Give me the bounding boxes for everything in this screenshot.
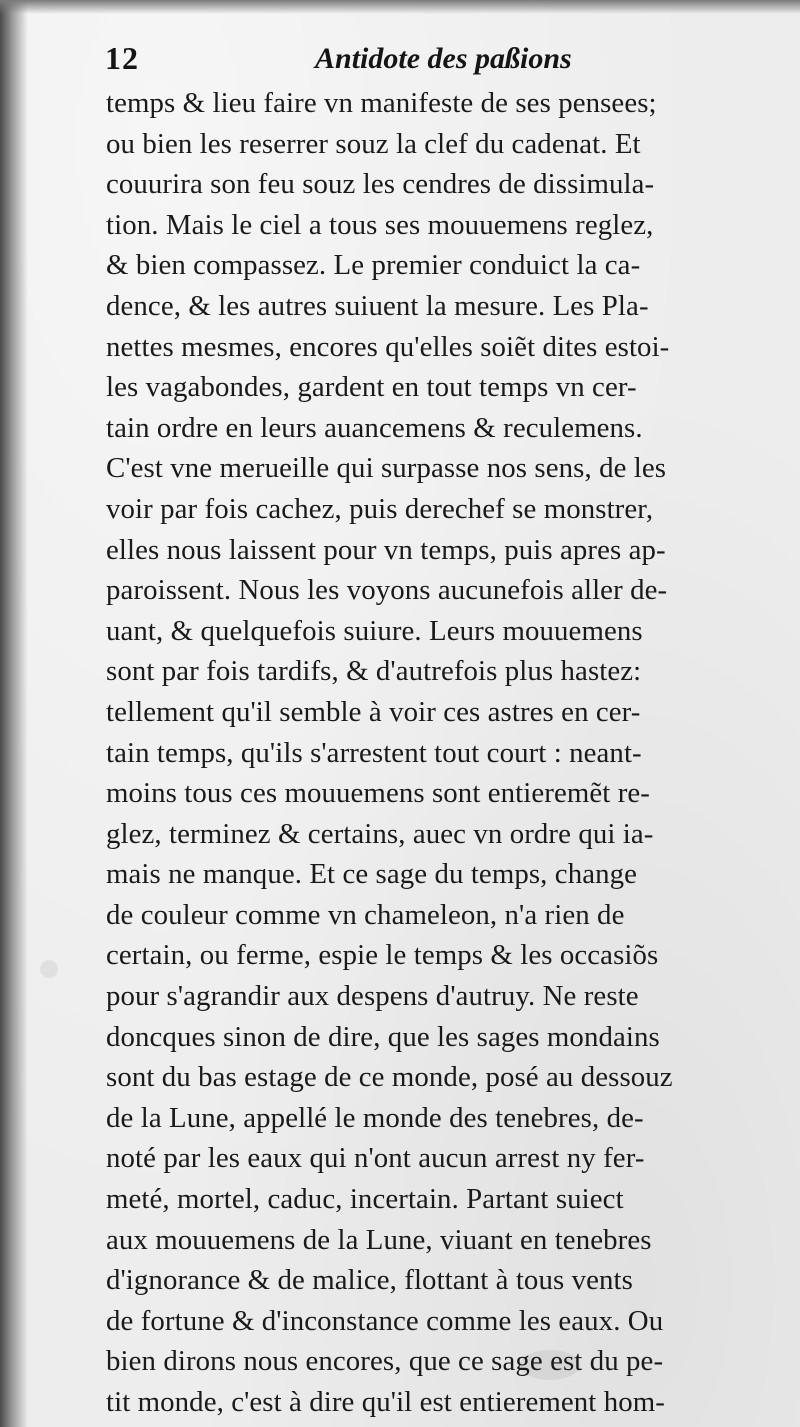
text-line: tain temps, qu'ils s'arrestent tout court : neant- xyxy=(106,736,642,769)
page-number: 12 xyxy=(105,40,139,76)
running-title: Antidote des paßions xyxy=(315,42,572,75)
text-line: nettes mesmes, encores qu'elles soiẽt dites estoi- xyxy=(106,330,670,363)
page-header xyxy=(105,40,765,88)
text-line: noté par les eaux qui n'ont aucun arrest ny fer- xyxy=(106,1142,645,1175)
paper-speck xyxy=(40,960,58,978)
text-line: glez, terminez & certains, auec vn ordre qui ia- xyxy=(106,817,654,850)
text-line: les vagabondes, gardent en tout temps vn cer- xyxy=(106,371,637,404)
text-line: paroissent. Nous les voyons aucunefois aller de- xyxy=(106,574,668,607)
text-line: mais ne manque. Et ce sage du temps, change xyxy=(106,858,638,891)
text-line: ou bien les reserrer souz la clef du cadenat. Et xyxy=(106,127,641,160)
text-line: tit monde, c'est à dire qu'il est entierement hom- xyxy=(106,1386,665,1418)
text-line: elles nous laissent pour vn temps, puis apres ap- xyxy=(106,533,666,566)
text-line: uant, & quelquefois suiure. Leurs mouuemens xyxy=(106,614,643,647)
text-line: de couleur comme vn chameleon, n'a rien de xyxy=(106,898,625,931)
text-line: d'ignorance & de malice, flottant à tous vents xyxy=(106,1264,633,1297)
text-line: meté, mortel, caduc, incertain. Partant suiect xyxy=(106,1183,624,1216)
text-line: bien dirons nous encores, que ce sage est du pe- xyxy=(106,1345,664,1378)
text-line: C'est vne merueille qui surpasse nos sens, de les xyxy=(106,452,667,485)
text-line: & bien compassez. Le premier conduict la ca- xyxy=(106,249,641,282)
page-binding-shadow xyxy=(0,0,28,1427)
text-line: de fortune & d'inconstance comme les eaux. Ou xyxy=(106,1304,664,1337)
text-line: tain ordre en leurs auancemens & reculemens. xyxy=(106,411,643,444)
text-line: tellement qu'il semble à voir ces astres en cer- xyxy=(106,695,641,728)
text-line: certain, ou ferme, espie le temps & les occasiõs xyxy=(106,939,659,972)
text-line: de la Lune, appellé le monde des tenebres, de- xyxy=(106,1101,644,1134)
text-line: tion. Mais le ciel a tous ses mouuemens reglez, xyxy=(106,208,654,241)
text-line: voir par fois cachez, puis derechef se monstrer, xyxy=(106,492,654,525)
text-line: couurira son feu souz les cendres de dissimula- xyxy=(106,168,655,201)
text-line: moins tous ces mouuemens sont entieremẽt re- xyxy=(106,777,650,810)
page-top-shadow xyxy=(0,0,800,14)
text-line: doncques sinon de dire, que les sages mondains xyxy=(106,1020,660,1053)
text-line: sont du bas estage de ce monde, posé au dessouz xyxy=(106,1061,673,1094)
text-line: temps & lieu faire vn manifeste de ses pensees; xyxy=(106,87,657,119)
text-line: dence, & les autres suiuent la mesure. Les Pla- xyxy=(106,289,649,322)
text-line: aux mouuemens de la Lune, viuant en tenebres xyxy=(106,1223,652,1256)
text-line: pour s'agrandir aux despens d'autruy. Ne reste xyxy=(106,980,639,1013)
text-line: sont par fois tardifs, & d'autrefois plus hastez: xyxy=(106,655,642,688)
body-text xyxy=(106,83,786,1423)
